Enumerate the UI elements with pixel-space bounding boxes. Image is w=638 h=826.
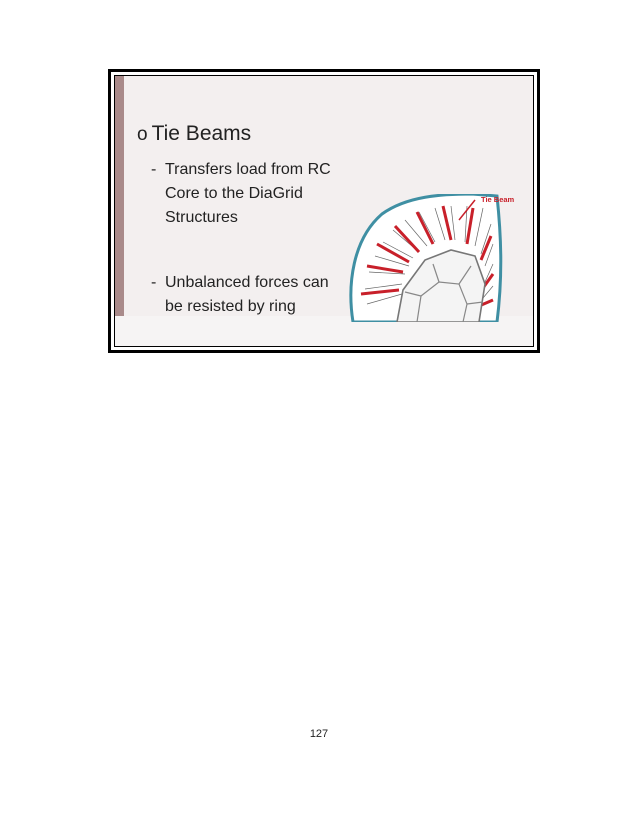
slide-frame [108,69,540,353]
page-number: 127 [309,728,329,740]
bullet-text: Transfers load from RC Core to the DiaGrid Structures [165,161,331,226]
bullet-point-transfers [151,158,335,230]
bullet-dash: - [151,161,157,178]
slide-accent-bar [115,76,124,321]
bullet-dash: - [151,274,157,291]
tie-beam-plan-diagram [347,194,534,322]
slide-title: Tie Beams [151,122,252,145]
slide-title-row [137,122,251,146]
title-bullet: o [137,124,148,145]
slide-content [114,75,534,347]
bullet-point-unbalanced [151,271,335,319]
tie-beam-label: Tie Beam [481,195,515,204]
bullet-text: Unbalanced forces can be resisted by ring [165,274,329,315]
